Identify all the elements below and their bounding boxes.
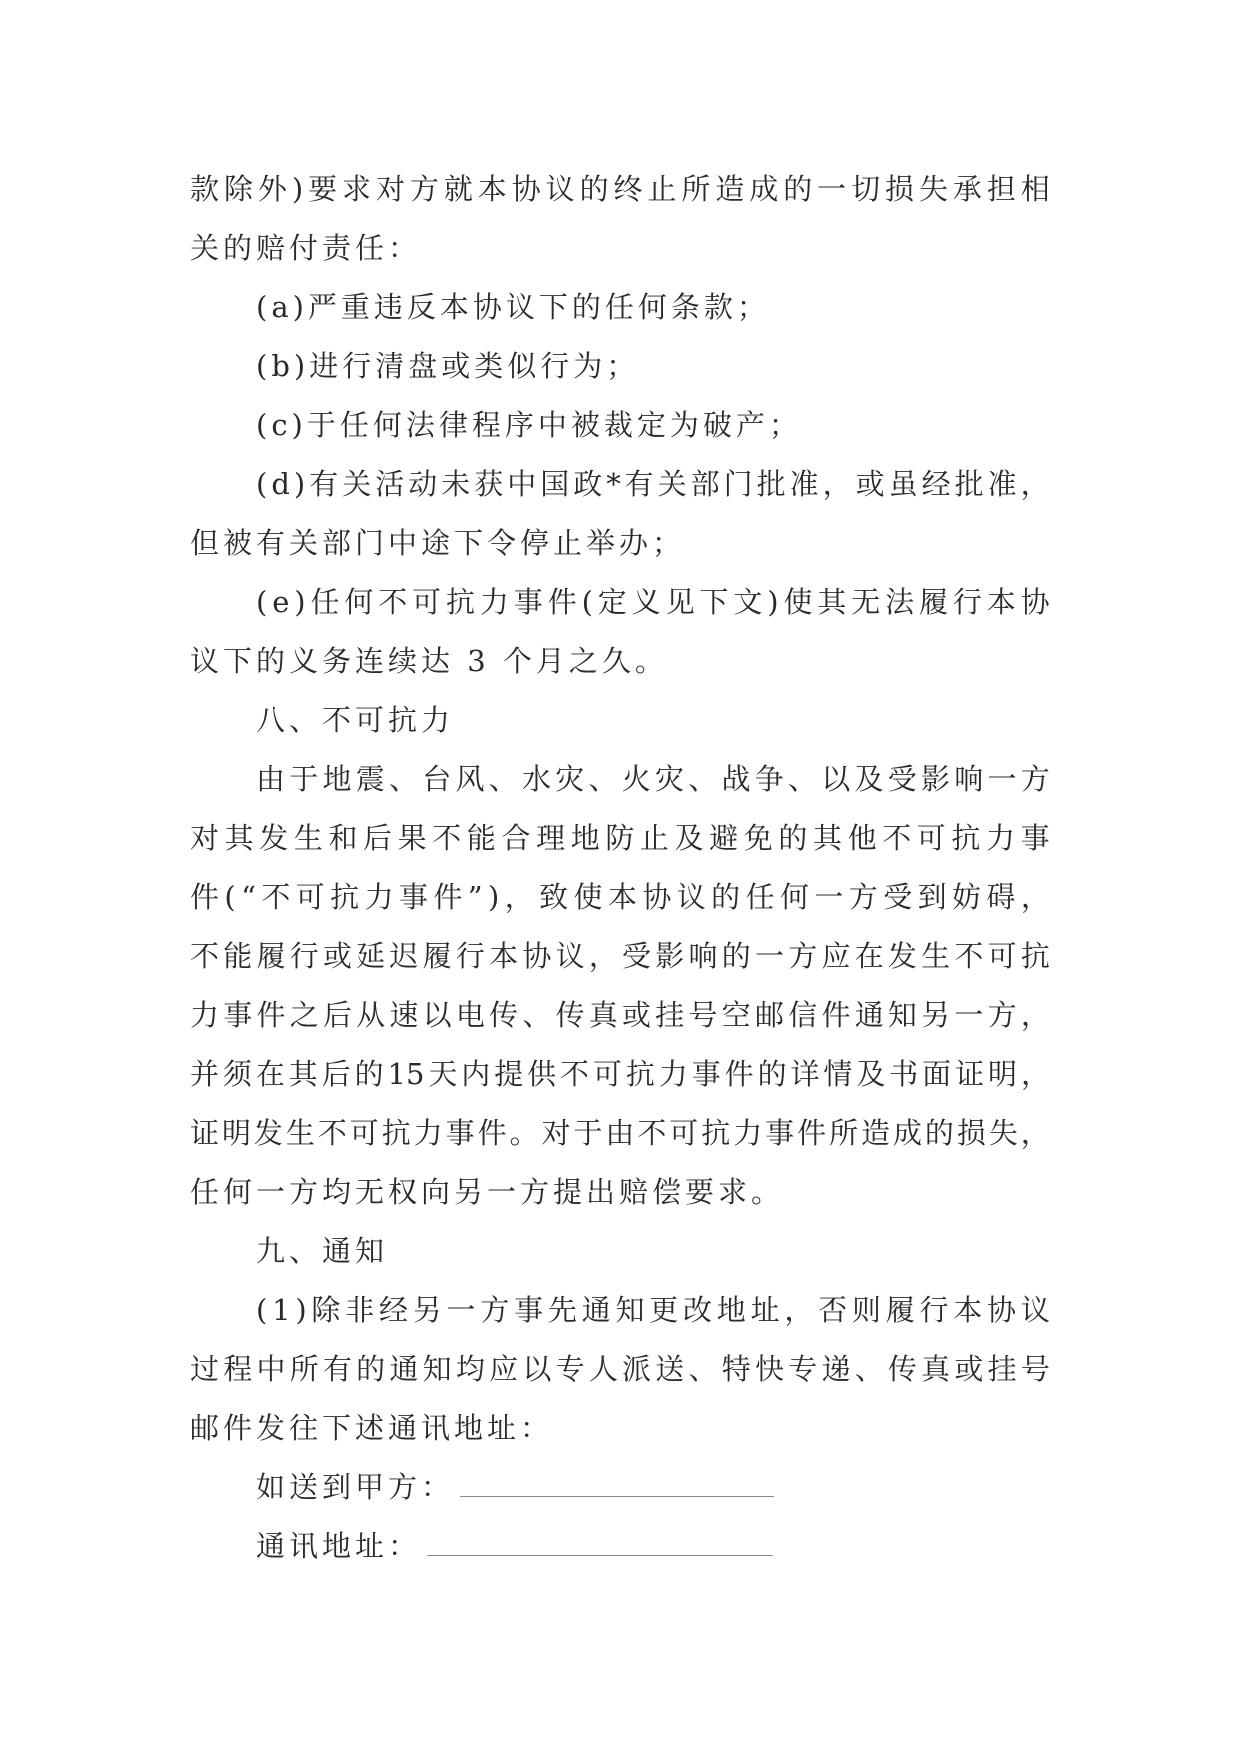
text-line: (c)于任何法律程序中被裁定为破产； [256, 408, 802, 442]
text-line: (a)严重违反本协议下的任何条款； [256, 290, 770, 324]
text-line: ( d ) 有 关 活 动 未 获 中 国 政 * 有 关 部 门 批 准 ， 或 虽 经 批 准 ， [256, 467, 1050, 501]
text-line: 过 程 中 所 有 的 通 知 均 应 以 专 人 派 送 、 特 快 专 递 、 传 真 或 挂 号 [190, 1352, 1050, 1386]
text-line: 并 须 在 其 后 的 15 天 内 提 供 不 可 抗 力 事 件 的 详 情 及 书 面 证 明 ， [190, 1057, 1050, 1091]
text-line: ( 1 ) 除 非 经 另 一 方 事 先 通 知 更 改 地 址 ， 否 则 履 行 本 协 议 [256, 1293, 1050, 1327]
text-line: 力 事 件 之 后 从 速 以 电 传 、 传 真 或 挂 号 空 邮 信 件 通 知 另 一 方 ， [190, 998, 1050, 1032]
text-line: 件 ( “ 不 可 抗 力 事 件 ” ) ， 致 使 本 协 议 的 任 何 一 方 受 到 妨 碍 ， [190, 880, 1050, 914]
field-party-a-label: 如送到甲方： [256, 1470, 455, 1504]
document-page [190, 160, 1050, 1576]
text-line: 议下的义务连续达 3 个月之久。 [190, 644, 668, 678]
field-address-blank [427, 1531, 773, 1556]
text-line: 但被有关部门中途下令停止举办； [190, 526, 686, 560]
text-line: 九、通知 [256, 1234, 389, 1268]
text-line: 八、不可抗力 [256, 703, 455, 737]
field-party-a [190, 1458, 1050, 1517]
field-address-label: 通讯地址： [256, 1529, 422, 1563]
text-line: 不 能 履 行 或 延 迟 履 行 本 协 议 ， 受 影 响 的 一 方 应 在 发 生 不 可 抗 [190, 939, 1050, 973]
text-line: 对 其 发 生 和 后 果 不 能 合 理 地 防 止 及 避 免 的 其 他 不 可 抗 力 事 [190, 821, 1050, 855]
document-body [190, 160, 1050, 1458]
text-line: 关的赔付责任： [190, 231, 422, 265]
text-line: 由 于 地 震 、 台 风 、 水 灾 、 火 灾 、 战 争 、 以 及 受 影 响 一 方 [256, 762, 1050, 796]
text-line: 证 明 发 生 不 可 抗 力 事 件 。 对 于 由 不 可 抗 力 事 件 所 造 成 的 损 失 ， [190, 1116, 1050, 1150]
text-line: 任何一方均无权向另一方提出赔偿要求。 [190, 1175, 785, 1209]
field-party-a-blank [460, 1472, 774, 1497]
text-line: (b)进行清盘或类似行为； [256, 349, 640, 383]
field-address [190, 1517, 1050, 1576]
text-line: 款 除 外 ) 要 求 对 方 就 本 协 议 的 终 止 所 造 成 的 一 切 损 失 承 担 相 [190, 172, 1050, 206]
text-line: 邮件发往下述通讯地址： [190, 1411, 554, 1445]
text-line: ( e ) 任 何 不 可 抗 力 事 件 ( 定 义 见 下 文 ) 使 其 无 法 履 行 本 协 [256, 585, 1050, 619]
